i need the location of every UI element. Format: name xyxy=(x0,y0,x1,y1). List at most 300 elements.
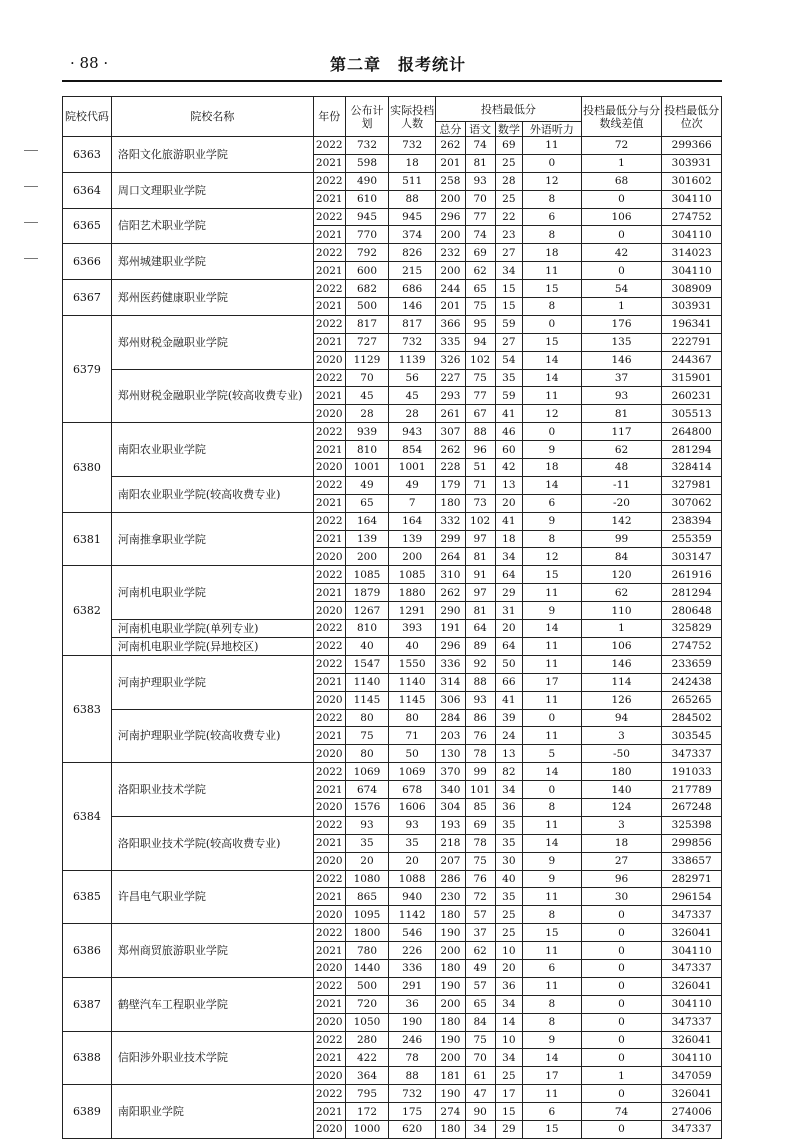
cell-chinese: 71 xyxy=(465,476,495,494)
cell-year: 2021 xyxy=(313,1103,345,1121)
cell-actual: 215 xyxy=(389,262,436,280)
cell-math: 59 xyxy=(495,315,523,333)
cell-actual: 620 xyxy=(389,1120,436,1138)
cell-total: 296 xyxy=(436,637,466,655)
cell-rank: 347337 xyxy=(662,906,722,924)
institution-name: 郑州财税金融职业学院(较高收费专业) xyxy=(111,369,313,423)
cell-math: 66 xyxy=(495,673,523,691)
header-total: 总分 xyxy=(436,122,466,137)
cell-actual: 1142 xyxy=(389,906,436,924)
cell-chinese: 89 xyxy=(465,637,495,655)
cell-rank: 242438 xyxy=(662,673,722,691)
institution-name: 河南机电职业学院 xyxy=(111,566,313,620)
cell-diff: 54 xyxy=(581,280,662,298)
cell-chinese: 91 xyxy=(465,566,495,584)
cell-diff: -11 xyxy=(581,476,662,494)
cell-rank: 281294 xyxy=(662,441,722,459)
cell-rank: 222791 xyxy=(662,333,722,351)
cell-chinese: 62 xyxy=(465,942,495,960)
cell-diff: 0 xyxy=(581,262,662,280)
cell-plan: 1267 xyxy=(345,602,389,620)
cell-total: 180 xyxy=(436,494,466,512)
cell-chinese: 101 xyxy=(465,781,495,799)
cell-diff: 0 xyxy=(581,1120,662,1138)
cell-total: 286 xyxy=(436,870,466,888)
header-year: 年份 xyxy=(313,97,345,137)
cell-year: 2022 xyxy=(313,244,345,262)
cell-plan: 164 xyxy=(345,512,389,530)
cell-foreign: 9 xyxy=(523,852,581,870)
cell-year: 2021 xyxy=(313,584,345,602)
cell-rank: 274006 xyxy=(662,1103,722,1121)
cell-plan: 65 xyxy=(345,494,389,512)
cell-foreign: 9 xyxy=(523,602,581,620)
cell-rank: 347337 xyxy=(662,959,722,977)
cell-foreign: 11 xyxy=(523,977,581,995)
cell-total: 207 xyxy=(436,852,466,870)
cell-actual: 139 xyxy=(389,530,436,548)
cell-year: 2021 xyxy=(313,995,345,1013)
cell-rank: 304110 xyxy=(662,262,722,280)
cell-actual: 854 xyxy=(389,441,436,459)
cell-chinese: 92 xyxy=(465,655,495,673)
table-row xyxy=(63,566,722,584)
cell-math: 30 xyxy=(495,852,523,870)
institution-code: 6383 xyxy=(63,655,112,762)
binding-marks xyxy=(24,0,44,1126)
cell-chinese: 84 xyxy=(465,1013,495,1031)
cell-rank: 304110 xyxy=(662,942,722,960)
cell-chinese: 72 xyxy=(465,888,495,906)
cell-diff: 68 xyxy=(581,172,662,190)
header-diff: 投档最低分与分数线差值 xyxy=(581,97,662,137)
cell-plan: 35 xyxy=(345,834,389,852)
header-actual: 实际投档人数 xyxy=(389,97,436,137)
cell-total: 230 xyxy=(436,888,466,906)
cell-math: 39 xyxy=(495,709,523,727)
cell-foreign: 14 xyxy=(523,763,581,781)
table-row xyxy=(63,637,722,655)
cell-actual: 826 xyxy=(389,244,436,262)
cell-total: 244 xyxy=(436,280,466,298)
cell-diff: 62 xyxy=(581,441,662,459)
institution-name: 信阳涉外职业技术学院 xyxy=(111,1031,313,1085)
cell-chinese: 94 xyxy=(465,333,495,351)
cell-chinese: 75 xyxy=(465,852,495,870)
cell-chinese: 95 xyxy=(465,315,495,333)
cell-diff: 142 xyxy=(581,512,662,530)
cell-total: 310 xyxy=(436,566,466,584)
cell-diff: 0 xyxy=(581,942,662,960)
cell-rank: 299366 xyxy=(662,137,722,155)
cell-total: 190 xyxy=(436,924,466,942)
cell-chinese: 99 xyxy=(465,763,495,781)
cell-chinese: 65 xyxy=(465,995,495,1013)
institution-name: 郑州医药健康职业学院 xyxy=(111,280,313,316)
cell-foreign: 0 xyxy=(523,315,581,333)
cell-year: 2022 xyxy=(313,1031,345,1049)
cell-total: 180 xyxy=(436,906,466,924)
cell-actual: 45 xyxy=(389,387,436,405)
table-row xyxy=(63,137,722,155)
cell-diff: 84 xyxy=(581,548,662,566)
cell-chinese: 37 xyxy=(465,924,495,942)
cell-chinese: 69 xyxy=(465,816,495,834)
cell-plan: 20 xyxy=(345,852,389,870)
cell-foreign: 11 xyxy=(523,1085,581,1103)
cell-year: 2022 xyxy=(313,566,345,584)
cell-math: 34 xyxy=(495,781,523,799)
cell-rank: 296154 xyxy=(662,888,722,906)
cell-foreign: 14 xyxy=(523,476,581,494)
cell-math: 15 xyxy=(495,1103,523,1121)
cell-math: 17 xyxy=(495,1085,523,1103)
cell-rank: 314023 xyxy=(662,244,722,262)
cell-chinese: 77 xyxy=(465,208,495,226)
table-row xyxy=(63,655,722,673)
cell-actual: 732 xyxy=(389,1085,436,1103)
cell-diff: 0 xyxy=(581,1049,662,1067)
cell-year: 2021 xyxy=(313,673,345,691)
cell-total: 227 xyxy=(436,369,466,387)
cell-rank: 233659 xyxy=(662,655,722,673)
cell-year: 2020 xyxy=(313,1067,345,1085)
cell-chinese: 34 xyxy=(465,1120,495,1138)
institution-code: 6366 xyxy=(63,244,112,280)
cell-foreign: 18 xyxy=(523,244,581,262)
cell-year: 2021 xyxy=(313,888,345,906)
cell-total: 332 xyxy=(436,512,466,530)
cell-year: 2022 xyxy=(313,137,345,155)
institution-name: 洛阳文化旅游职业学院 xyxy=(111,137,313,173)
cell-rank: 327981 xyxy=(662,476,722,494)
cell-total: 130 xyxy=(436,745,466,763)
cell-year: 2022 xyxy=(313,924,345,942)
cell-actual: 686 xyxy=(389,280,436,298)
institution-name: 河南机电职业学院(异地校区) xyxy=(111,637,313,655)
cell-chinese: 76 xyxy=(465,727,495,745)
cell-math: 35 xyxy=(495,369,523,387)
cell-rank: 325829 xyxy=(662,620,722,638)
cell-chinese: 75 xyxy=(465,298,495,316)
cell-total: 200 xyxy=(436,942,466,960)
cell-math: 29 xyxy=(495,584,523,602)
cell-actual: 732 xyxy=(389,137,436,155)
cell-total: 336 xyxy=(436,655,466,673)
cell-total: 284 xyxy=(436,709,466,727)
cell-total: 201 xyxy=(436,298,466,316)
header-name: 院校名称 xyxy=(111,97,313,137)
cell-rank: 308909 xyxy=(662,280,722,298)
cell-plan: 1050 xyxy=(345,1013,389,1031)
cell-diff: 0 xyxy=(581,1085,662,1103)
cell-year: 2021 xyxy=(313,226,345,244)
cell-actual: 374 xyxy=(389,226,436,244)
cell-math: 13 xyxy=(495,476,523,494)
cell-foreign: 8 xyxy=(523,190,581,208)
cell-foreign: 0 xyxy=(523,423,581,441)
cell-diff: 30 xyxy=(581,888,662,906)
cell-actual: 678 xyxy=(389,781,436,799)
table-row xyxy=(63,709,722,727)
cell-math: 36 xyxy=(495,798,523,816)
cell-math: 50 xyxy=(495,655,523,673)
cell-actual: 49 xyxy=(389,476,436,494)
institution-name: 许昌电气职业学院 xyxy=(111,870,313,924)
cell-total: 179 xyxy=(436,476,466,494)
cell-diff: 146 xyxy=(581,655,662,673)
cell-math: 14 xyxy=(495,1013,523,1031)
cell-plan: 939 xyxy=(345,423,389,441)
institution-name: 周口文理职业学院 xyxy=(111,172,313,208)
cell-rank: 267248 xyxy=(662,798,722,816)
cell-chinese: 62 xyxy=(465,262,495,280)
institution-name: 南阳农业职业学院 xyxy=(111,423,313,477)
cell-actual: 1001 xyxy=(389,459,436,477)
cell-plan: 810 xyxy=(345,441,389,459)
cell-rank: 196341 xyxy=(662,315,722,333)
cell-year: 2022 xyxy=(313,208,345,226)
cell-diff: 1 xyxy=(581,1067,662,1085)
cell-total: 180 xyxy=(436,1120,466,1138)
cell-math: 69 xyxy=(495,137,523,155)
cell-year: 2021 xyxy=(313,154,345,172)
cell-foreign: 12 xyxy=(523,405,581,423)
cell-math: 20 xyxy=(495,620,523,638)
cell-math: 23 xyxy=(495,226,523,244)
cell-rank: 304110 xyxy=(662,1049,722,1067)
cell-total: 193 xyxy=(436,816,466,834)
cell-math: 64 xyxy=(495,637,523,655)
cell-plan: 1000 xyxy=(345,1120,389,1138)
cell-year: 2022 xyxy=(313,709,345,727)
cell-math: 34 xyxy=(495,1049,523,1067)
institution-name: 郑州城建职业学院 xyxy=(111,244,313,280)
cell-diff: 176 xyxy=(581,315,662,333)
cell-actual: 1140 xyxy=(389,673,436,691)
cell-rank: 217789 xyxy=(662,781,722,799)
cell-math: 64 xyxy=(495,566,523,584)
cell-diff: 126 xyxy=(581,691,662,709)
cell-math: 20 xyxy=(495,959,523,977)
cell-total: 200 xyxy=(436,995,466,1013)
cell-plan: 770 xyxy=(345,226,389,244)
cell-foreign: 17 xyxy=(523,1067,581,1085)
cell-foreign: 6 xyxy=(523,208,581,226)
cell-chinese: 93 xyxy=(465,691,495,709)
cell-chinese: 74 xyxy=(465,137,495,155)
cell-total: 290 xyxy=(436,602,466,620)
cell-math: 15 xyxy=(495,280,523,298)
cell-chinese: 70 xyxy=(465,190,495,208)
cell-math: 36 xyxy=(495,977,523,995)
cell-chinese: 74 xyxy=(465,226,495,244)
cell-foreign: 9 xyxy=(523,870,581,888)
cell-year: 2022 xyxy=(313,870,345,888)
cell-rank: 303931 xyxy=(662,154,722,172)
cell-foreign: 0 xyxy=(523,709,581,727)
cell-actual: 28 xyxy=(389,405,436,423)
cell-rank: 304110 xyxy=(662,190,722,208)
cell-actual: 945 xyxy=(389,208,436,226)
cell-diff: 0 xyxy=(581,190,662,208)
cell-math: 46 xyxy=(495,423,523,441)
cell-chinese: 81 xyxy=(465,548,495,566)
cell-chinese: 57 xyxy=(465,906,495,924)
institution-name: 河南护理职业学院(较高收费专业) xyxy=(111,709,313,763)
cell-foreign: 15 xyxy=(523,1120,581,1138)
cell-foreign: 9 xyxy=(523,1031,581,1049)
cell-chinese: 47 xyxy=(465,1085,495,1103)
cell-diff: 37 xyxy=(581,369,662,387)
cell-foreign: 6 xyxy=(523,1103,581,1121)
cell-foreign: 11 xyxy=(523,387,581,405)
cell-diff: 135 xyxy=(581,333,662,351)
cell-rank: 347059 xyxy=(662,1067,722,1085)
cell-plan: 1879 xyxy=(345,584,389,602)
cell-plan: 810 xyxy=(345,620,389,638)
cell-math: 42 xyxy=(495,459,523,477)
cell-chinese: 81 xyxy=(465,602,495,620)
cell-diff: 72 xyxy=(581,137,662,155)
cell-plan: 780 xyxy=(345,942,389,960)
institution-code: 6389 xyxy=(63,1085,112,1139)
cell-plan: 865 xyxy=(345,888,389,906)
cell-total: 218 xyxy=(436,834,466,852)
cell-chinese: 67 xyxy=(465,405,495,423)
cell-total: 181 xyxy=(436,1067,466,1085)
cell-rank: 326041 xyxy=(662,977,722,995)
institution-code: 6365 xyxy=(63,208,112,244)
cell-actual: 226 xyxy=(389,942,436,960)
institution-name: 南阳职业学院 xyxy=(111,1085,313,1139)
cell-actual: 393 xyxy=(389,620,436,638)
cell-year: 2022 xyxy=(313,280,345,298)
cell-year: 2022 xyxy=(313,369,345,387)
cell-total: 299 xyxy=(436,530,466,548)
table-row xyxy=(63,763,722,781)
cell-diff: 42 xyxy=(581,244,662,262)
cell-plan: 1547 xyxy=(345,655,389,673)
cell-rank: 284502 xyxy=(662,709,722,727)
cell-foreign: 6 xyxy=(523,959,581,977)
cell-diff: 62 xyxy=(581,584,662,602)
cell-diff: 124 xyxy=(581,798,662,816)
cell-chinese: 64 xyxy=(465,620,495,638)
cell-year: 2022 xyxy=(313,512,345,530)
cell-total: 264 xyxy=(436,548,466,566)
cell-diff: 110 xyxy=(581,602,662,620)
cell-plan: 792 xyxy=(345,244,389,262)
cell-math: 29 xyxy=(495,1120,523,1138)
cell-diff: -50 xyxy=(581,745,662,763)
cell-chinese: 97 xyxy=(465,584,495,602)
cell-plan: 200 xyxy=(345,548,389,566)
cell-actual: 1550 xyxy=(389,655,436,673)
cell-plan: 80 xyxy=(345,745,389,763)
cell-math: 35 xyxy=(495,816,523,834)
cell-foreign: 14 xyxy=(523,351,581,369)
institution-name: 河南机电职业学院(单列专业) xyxy=(111,620,313,638)
cell-plan: 490 xyxy=(345,172,389,190)
cell-rank: 304110 xyxy=(662,226,722,244)
cell-year: 2020 xyxy=(313,852,345,870)
institution-name: 河南护理职业学院 xyxy=(111,655,313,709)
cell-actual: 40 xyxy=(389,637,436,655)
table-row xyxy=(63,1085,722,1103)
cell-foreign: 11 xyxy=(523,262,581,280)
cell-chinese: 75 xyxy=(465,1031,495,1049)
cell-actual: 246 xyxy=(389,1031,436,1049)
cell-actual: 18 xyxy=(389,154,436,172)
cell-math: 25 xyxy=(495,906,523,924)
table-row xyxy=(63,924,722,942)
cell-plan: 500 xyxy=(345,298,389,316)
cell-year: 2020 xyxy=(313,906,345,924)
cell-year: 2020 xyxy=(313,405,345,423)
cell-chinese: 70 xyxy=(465,1049,495,1067)
table-row xyxy=(63,512,722,530)
cell-diff: 48 xyxy=(581,459,662,477)
cell-rank: 238394 xyxy=(662,512,722,530)
cell-total: 306 xyxy=(436,691,466,709)
cell-actual: 200 xyxy=(389,548,436,566)
cell-rank: 347337 xyxy=(662,745,722,763)
cell-foreign: 11 xyxy=(523,137,581,155)
cell-actual: 1085 xyxy=(389,566,436,584)
cell-math: 15 xyxy=(495,298,523,316)
cell-actual: 1145 xyxy=(389,691,436,709)
table-row xyxy=(63,172,722,190)
cell-foreign: 14 xyxy=(523,1049,581,1067)
cell-actual: 190 xyxy=(389,1013,436,1031)
cell-chinese: 76 xyxy=(465,870,495,888)
cell-actual: 80 xyxy=(389,709,436,727)
cell-plan: 1080 xyxy=(345,870,389,888)
cell-diff: 99 xyxy=(581,530,662,548)
cell-diff: 18 xyxy=(581,834,662,852)
cell-year: 2021 xyxy=(313,262,345,280)
cell-diff: 180 xyxy=(581,763,662,781)
cell-rank: 347337 xyxy=(662,1120,722,1138)
cell-chinese: 77 xyxy=(465,387,495,405)
page-number: · 88 · xyxy=(70,54,109,72)
cell-plan: 720 xyxy=(345,995,389,1013)
cell-plan: 945 xyxy=(345,208,389,226)
cell-rank: 191033 xyxy=(662,763,722,781)
cell-plan: 727 xyxy=(345,333,389,351)
cell-year: 2021 xyxy=(313,727,345,745)
cell-actual: 36 xyxy=(389,995,436,1013)
cell-rank: 305513 xyxy=(662,405,722,423)
cell-total: 201 xyxy=(436,154,466,172)
cell-rank: 265265 xyxy=(662,691,722,709)
cell-rank: 307062 xyxy=(662,494,722,512)
cell-year: 2021 xyxy=(313,494,345,512)
cell-foreign: 0 xyxy=(523,154,581,172)
cell-year: 2020 xyxy=(313,959,345,977)
cell-total: 340 xyxy=(436,781,466,799)
cell-math: 82 xyxy=(495,763,523,781)
cell-actual: 88 xyxy=(389,1067,436,1085)
cell-plan: 500 xyxy=(345,977,389,995)
cell-total: 262 xyxy=(436,584,466,602)
cell-rank: 338657 xyxy=(662,852,722,870)
cell-plan: 1001 xyxy=(345,459,389,477)
institution-code: 6386 xyxy=(63,924,112,978)
institution-code: 6363 xyxy=(63,137,112,173)
cell-actual: 56 xyxy=(389,369,436,387)
